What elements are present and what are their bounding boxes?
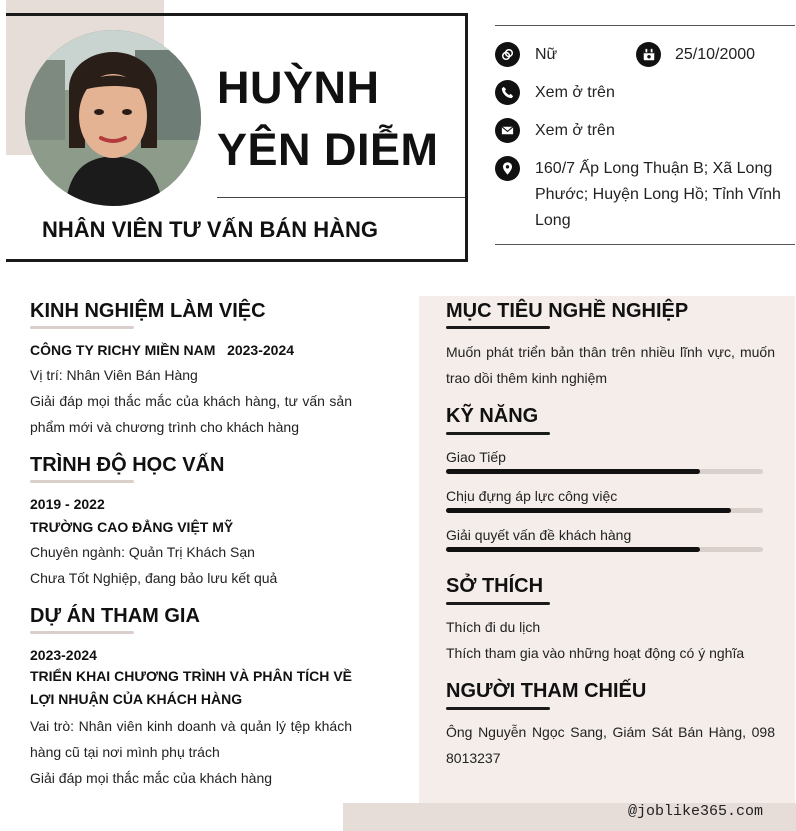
hobbies-title: SỞ THÍCH: [446, 575, 544, 597]
name-line-2: YÊN DIỄM: [217, 124, 439, 175]
experience-company-name: CÔNG TY RICHY MIỀN NAM: [30, 342, 216, 358]
skill-bar-fill: [446, 508, 731, 513]
skill-label: Chịu đựng áp lực công việc: [446, 488, 618, 504]
references-title: NGƯỜI THAM CHIẾU: [446, 680, 647, 702]
profile-photo-illustration: [25, 30, 201, 206]
job-title: NHÂN VIÊN TƯ VẤN BÁN HÀNG: [42, 217, 379, 242]
footer-watermark: @joblike365.com: [628, 803, 764, 820]
name-divider: [217, 197, 465, 198]
objective-underline: [446, 326, 550, 329]
projects-period: 2023-2024: [30, 647, 97, 663]
education-major: Chuyên ngành: Quản Trị Khách Sạn: [30, 544, 255, 560]
experience-position: Vị trí: Nhân Viên Bán Hàng: [30, 367, 198, 383]
objective-title: MỤC TIÊU NGHỀ NGHIỆP: [446, 300, 689, 322]
projects-name: TRIỂN KHAI CHƯƠNG TRÌNH VÀ PHÂN TÍCH VỀ LỢI NHUẬN CỦA KHÁCH HÀNG: [30, 668, 352, 707]
skills-underline: [446, 432, 550, 435]
full-name: [217, 57, 439, 181]
education-underline: [30, 480, 134, 483]
hobby-item: Thích đi du lịch: [446, 619, 541, 635]
education-title: TRÌNH ĐỘ HỌC VẤN: [30, 454, 225, 476]
skill-bar: [446, 547, 763, 552]
education-status: Chưa Tốt Nghiệp, đang bảo lưu kết quả: [30, 570, 278, 586]
hobbies-underline: [446, 602, 550, 605]
email-value: Xem ở trên: [535, 122, 615, 139]
experience-period: 2023-2024: [227, 342, 295, 358]
references-underline: [446, 707, 550, 710]
phone-value: Xem ở trên: [535, 84, 615, 101]
location-icon: [495, 156, 520, 181]
projects-task: Giải đáp mọi thắc mắc của khách hàng: [30, 770, 273, 786]
skill-bar-fill: [446, 469, 700, 474]
experience-description: Giải đáp mọi thắc mắc của khách hàng, tư vấn sản phẩm mới và chương trình cho khách hàng: [30, 393, 352, 435]
phone-icon: [495, 80, 520, 105]
hobby-item: Thích tham gia vào những hoạt động có ý nghĩa: [446, 645, 745, 661]
experience-title: KINH NGHIỆM LÀM VIỆC: [30, 300, 266, 322]
experience-company: [30, 337, 294, 363]
dob-value: 25/10/2000: [675, 46, 756, 63]
skill-bar-fill: [446, 547, 700, 552]
calendar-icon: [636, 42, 661, 67]
experience-underline: [30, 326, 134, 329]
profile-photo: [25, 30, 201, 206]
name-line-1: HUỲNH: [217, 62, 380, 113]
gender-icon: [495, 42, 520, 67]
contact-bottom-rule: [495, 244, 795, 245]
email-icon: [495, 118, 520, 143]
education-period: 2019 - 2022: [30, 496, 105, 512]
education-school: TRƯỜNG CAO ĐẲNG VIỆT MỸ: [30, 519, 234, 535]
skill-label: Giải quyết vấn đề khách hàng: [446, 527, 632, 543]
projects-title: DỰ ÁN THAM GIA: [30, 605, 200, 627]
objective-text: Muốn phát triển bản thân trên nhiều lĩnh vực, muốn trao dồi thêm kinh nghiệm: [446, 344, 775, 386]
skills-title: KỸ NĂNG: [446, 405, 539, 427]
skill-label: Giao Tiếp: [446, 449, 506, 465]
projects-underline: [30, 631, 134, 634]
contact-top-rule: [495, 25, 795, 26]
skill-bar: [446, 469, 763, 474]
references-text: Ông Nguyễn Ngọc Sang, Giám Sát Bán Hàng, 098 8013237: [446, 724, 775, 766]
gender-value: Nữ: [535, 46, 558, 63]
skill-bar: [446, 508, 763, 513]
projects-role: Vai trò: Nhân viên kinh doanh và quản lý tệp khách hàng cũ tại nơi mình phụ trách: [30, 718, 352, 760]
address-value: 160/7 Ấp Long Thuận B; Xã Long Phước; Huyện Long Hồ; Tỉnh Vĩnh Long: [535, 160, 781, 229]
